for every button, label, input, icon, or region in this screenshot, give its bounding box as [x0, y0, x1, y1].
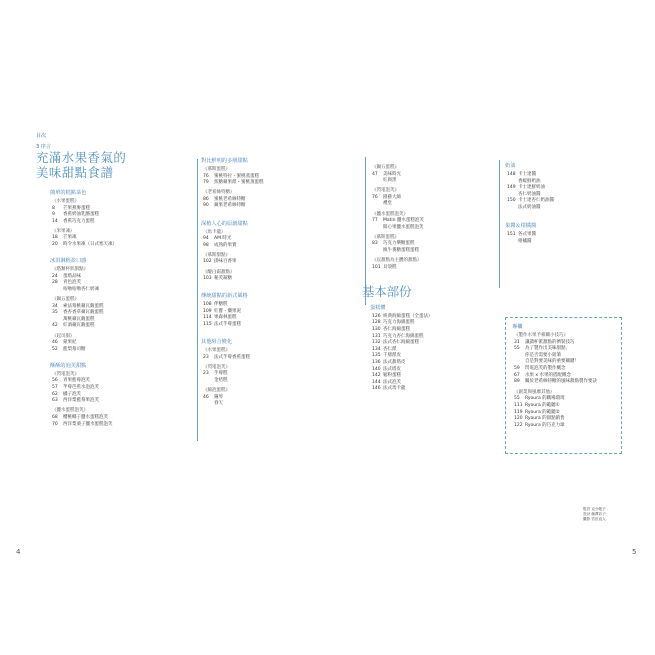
entry-title: 芋莓糕	[214, 371, 228, 377]
toc-item	[203, 259, 237, 266]
page-ref: 70	[52, 421, 58, 427]
column-feature-box	[505, 317, 622, 454]
page-ref: 144	[372, 379, 381, 385]
toc-group	[372, 314, 433, 393]
section-title: 深植人心的原創甜點	[201, 220, 248, 227]
toc-item	[514, 379, 597, 386]
page-ref: 109	[203, 308, 212, 314]
page-ref: 90	[203, 203, 209, 209]
section-title: 酥酥的泡芙甜點	[50, 362, 87, 369]
toc-category: 《水果蛋糕》	[203, 348, 230, 354]
page-ref: 120	[514, 416, 523, 422]
toc-category: 《起司甜》	[52, 333, 75, 339]
toc-group	[514, 390, 565, 430]
entry-title: 法式芋莓蛋糕	[214, 322, 241, 328]
entry-title: 法式泡芙	[383, 379, 401, 385]
entry-title: Ryoura 的範聽②	[525, 409, 560, 415]
entry-title: 各式果醬	[518, 232, 536, 238]
toc-item	[514, 366, 597, 373]
entry-title: 青色泡芙	[63, 280, 81, 286]
entry-title: 紅酒蘋瓦薩蛋糕	[63, 323, 95, 329]
section-title: 傳統甜點的新式風格	[201, 293, 248, 300]
toc-item	[372, 327, 433, 334]
toc-item	[514, 423, 565, 430]
page-ref: 98	[203, 242, 209, 248]
page-ref: 18	[52, 235, 58, 241]
entry-title: 水果 x 水果的搭配概念	[525, 372, 572, 378]
entry-title: 蒙果紀	[63, 340, 77, 346]
entry-title: 成熟的果實	[214, 242, 237, 248]
entry-title: 杏仁海綿蛋糕	[383, 327, 410, 333]
toc-group	[507, 172, 554, 212]
entry-title: 法式奶油醬	[518, 204, 541, 210]
page-ref: 23	[203, 354, 209, 360]
entry-title: 果森林蛋糕	[214, 315, 237, 321]
toc-item	[372, 225, 424, 232]
entry-title: 卡士達杏仁奶油醬	[518, 198, 554, 204]
page-ref: 24	[52, 273, 58, 279]
toc-item	[372, 265, 422, 272]
page-ref: 136	[372, 360, 381, 366]
page-ref: 134	[372, 346, 381, 352]
toc-group	[203, 190, 246, 210]
section-title-large: 基本部份	[362, 283, 412, 299]
entry-title: 咕嚕咕嚕杏仁奶凍	[63, 286, 99, 292]
toc-category: 《老希絲特糖》	[203, 190, 235, 196]
toc-group	[203, 270, 235, 283]
page-ref: 126	[372, 313, 381, 319]
entry-title: 秘芙凝糖	[214, 276, 232, 282]
entry-title: Ryoura 的範聽①	[525, 402, 560, 408]
toc-item	[203, 322, 241, 329]
toc-category: 《綿泡蛋糕》	[203, 388, 230, 394]
toc-group	[52, 297, 104, 330]
entry-title: 芒果燕麥蛋糕	[63, 205, 90, 211]
toc-item	[372, 201, 401, 208]
entry-title: 法式甜塔皮	[383, 360, 406, 366]
toc-group	[52, 372, 99, 405]
entry-title: 經典海綿蛋糕（全蛋法）	[383, 313, 433, 319]
entry-title: 蜜桃老希絲特糖	[214, 196, 246, 202]
toc-category: 《製作水果予相關小技巧》	[514, 333, 568, 338]
page-ref: 77	[372, 218, 378, 224]
toc-category: 《馬卡龍》	[203, 229, 226, 235]
toc-item	[372, 218, 424, 225]
toc-item	[52, 280, 99, 287]
page-ref: 79	[203, 180, 209, 186]
page-ref: 14	[52, 218, 58, 224]
toc-group	[507, 232, 536, 245]
toc-group	[52, 267, 99, 293]
entry-title: 法式杏仁海綿蛋糕	[383, 340, 419, 346]
entry-title: 法式塔皮	[383, 366, 401, 372]
toc-item	[507, 232, 536, 239]
toc-group	[372, 235, 419, 255]
toc-group	[52, 334, 86, 354]
toc-group	[372, 258, 422, 271]
toc-group	[52, 408, 113, 428]
page-ref: 131	[372, 333, 381, 339]
toc-group	[203, 365, 230, 385]
toc-category: 《鍋五蛋糕》	[372, 165, 399, 170]
page-ref: 150	[507, 198, 516, 204]
toc-group	[203, 388, 230, 408]
page-ref: 62	[52, 391, 58, 397]
entry-title: 鬆粉蛋糕	[383, 373, 401, 379]
entry-title: 春天	[214, 401, 223, 407]
toc-category: 《鍋五蛋糕》	[52, 297, 79, 303]
toc-item	[507, 198, 554, 205]
toc-group	[372, 165, 401, 185]
toc-group	[514, 333, 597, 386]
toc-category: 《米果凍》	[52, 228, 75, 234]
toc-item	[52, 347, 86, 354]
page-ref: 135	[372, 353, 381, 359]
title-line-1: 充滿水果香氣的	[36, 150, 127, 165]
toc-item	[52, 212, 99, 219]
page-ref: 20	[52, 242, 58, 248]
toc-item	[203, 355, 250, 362]
page-ref: 111	[514, 402, 523, 408]
toc-item	[514, 346, 597, 353]
toc-category: 《慕斯甜點》	[203, 252, 230, 258]
toc-item	[52, 242, 117, 249]
page-ref: 47	[372, 171, 378, 177]
credit-role: 設計	[583, 512, 591, 516]
toc-item	[52, 415, 113, 422]
credits	[583, 507, 606, 522]
page-ref: 94	[203, 236, 209, 242]
toc-category: 《水果蛋糕》	[52, 199, 79, 204]
toc-item	[507, 172, 554, 179]
entry-title: 杏仁派	[383, 346, 397, 352]
section-title: 其他組合變化	[201, 339, 233, 346]
section-title: 冰淇淋輕盈口感	[50, 258, 87, 265]
box-title: 專欄	[512, 324, 523, 330]
toc-item	[507, 239, 536, 246]
entry-title: 柑橘醬	[518, 238, 532, 244]
page-ref: 140	[372, 366, 381, 372]
page-ref: 114	[203, 315, 212, 321]
toc-item	[514, 396, 565, 403]
toc-category: 《創業與風靡其他》	[514, 389, 555, 395]
entry-title: 西洋梨栗子鹽水蛋糕泡芙	[63, 421, 113, 427]
entry-title: 西洋梨藍莓果泡芙	[63, 398, 99, 404]
toc-category: 《鹽水蛋糕泡芙》	[372, 211, 408, 217]
toc-item	[52, 398, 99, 405]
toc-item	[52, 287, 99, 294]
entry-title: AM 時光	[214, 236, 232, 242]
entry-title: 蘋果老希絲特糖	[214, 203, 246, 209]
toc-item	[372, 248, 419, 255]
toc-item	[52, 219, 99, 226]
toc-item	[372, 367, 433, 374]
entry-title: 芒果凍	[63, 235, 77, 241]
page-ref: 28	[52, 280, 58, 286]
section-title: 簡單的糕點菜色	[50, 190, 87, 196]
entry-title: 千層派皮	[383, 353, 401, 359]
section-title: 果醬＆柑橘醬	[505, 223, 537, 230]
entry-title: 藍梨莓司糖	[63, 346, 86, 352]
title-line-2: 美味甜點食譜	[36, 164, 114, 180]
toc-item	[507, 205, 554, 212]
toc-item	[372, 347, 433, 354]
entry-title: 讓讀杯派甜點的擠裝技巧	[525, 339, 575, 345]
entry-title: 為了製作出美味甜點，	[525, 346, 570, 352]
toc-group	[52, 229, 117, 249]
credit-role: 攝影	[583, 517, 591, 521]
entry-title: 青果藍莓泡芙	[63, 378, 90, 384]
toc-item	[203, 236, 237, 243]
page-ref: 130	[372, 327, 381, 333]
page-ref: 76	[203, 173, 209, 179]
toc-item	[52, 422, 113, 429]
toc-group	[203, 348, 250, 361]
page-ref: 149	[507, 185, 516, 191]
toc-item	[514, 416, 565, 423]
column-divider	[197, 159, 198, 441]
entry-title: 禮堂	[383, 201, 392, 207]
page-ref: 63	[52, 398, 58, 404]
page-ref: 23	[203, 371, 209, 377]
page-ref: 101	[372, 264, 381, 270]
page-ref: 128	[372, 320, 381, 326]
page-ref: 55	[514, 346, 520, 352]
toc-item	[514, 359, 597, 366]
toc-group	[372, 188, 401, 208]
entry-title: 芊莓芭蕉水泡泡芙	[63, 385, 99, 391]
page-ref: 115	[203, 322, 212, 328]
page-ref: 46	[52, 340, 58, 346]
column-divider	[499, 160, 500, 288]
toc-item	[52, 310, 104, 317]
toc-item	[203, 302, 241, 309]
entry-title: 金桔糕	[214, 378, 228, 384]
entry-title: 紅寶・藥果泥	[214, 308, 241, 314]
page-ref: 59	[514, 365, 520, 371]
page-ref: 57	[52, 385, 58, 391]
section-title: 蛋糕體	[370, 304, 386, 311]
page-ref: 8	[52, 205, 55, 211]
toc-group	[203, 167, 264, 187]
entry-title: 時令水果凍（日式寒天凍）	[63, 242, 117, 248]
toc-item	[372, 360, 433, 367]
page-ref: 83	[372, 241, 378, 247]
header-label-preface: 3 序言	[36, 144, 51, 150]
toc-category: 《慕斯蛋糕》	[372, 234, 399, 240]
entry-title: 香杏香草蘋瓦薩蛋糕	[63, 310, 104, 316]
page-ref: 146	[372, 386, 381, 392]
entry-title: 美味時光	[383, 171, 401, 177]
toc-item	[52, 340, 86, 347]
page-ref: 103	[203, 276, 212, 282]
entry-title: Ryoura 的職場環境	[525, 396, 565, 402]
entry-title: 香蕉巧克力蛋糕	[63, 218, 95, 224]
entry-title: 園藝大師	[383, 194, 401, 200]
page-ref: 68	[52, 414, 58, 420]
page-ref: 56	[52, 378, 58, 384]
credit-line	[583, 517, 606, 522]
section-title: 奶油	[505, 163, 516, 169]
credit-name: 宮田直人	[590, 517, 606, 521]
credit-name: 克分帳子	[590, 507, 606, 511]
toc-category: 《閃電泡芙》	[372, 188, 399, 194]
entry-title: 掛味百香果	[214, 259, 237, 265]
page-ref: 89	[514, 379, 520, 385]
page-ref: 132	[372, 340, 381, 346]
toc-group	[203, 230, 237, 250]
entry-title: 香蕉奶油乳酪蛋糕	[63, 212, 99, 218]
entry-title: 橘子泡芙	[63, 391, 81, 397]
credit-name: 藤澤彩子	[590, 512, 606, 516]
entry-title: 杏仁奶油醬	[518, 191, 541, 197]
toc-category: 《閃電泡芙》	[52, 371, 79, 377]
entry-title: 巧克力杏仁海綿蛋糕	[383, 333, 424, 339]
toc-item	[507, 185, 554, 192]
page-ref: 46	[203, 394, 209, 400]
entry-title: 萬桃蘋瓦薩蛋糕	[63, 316, 95, 322]
entry-title: 櫻桃椰子鹽水蛋糕泡芙	[63, 414, 108, 420]
page-ref: 9	[52, 212, 55, 218]
page-ref: 67	[514, 372, 520, 378]
toc-item	[52, 385, 99, 392]
entry-title: Matin 鹽水蛋糕泡芙	[383, 218, 424, 224]
toc-group	[372, 212, 424, 232]
header-label-contents: 目次	[36, 133, 47, 139]
page-ref: 142	[372, 373, 381, 379]
page-number-left: 4	[16, 548, 21, 556]
entry-title: 卡士達鮮奶油	[518, 185, 545, 191]
entry-title: 卡士達醬	[518, 172, 536, 177]
toc-item	[52, 323, 104, 330]
page-number-right: 5	[632, 548, 637, 556]
page-ref: 76	[372, 194, 378, 200]
page-ref: 55	[514, 396, 520, 402]
entry-title: 伴糖糕	[214, 302, 228, 308]
entry-title: Ryoura 的巧克力球	[525, 422, 565, 428]
toc-category: 《慕斯蛋糕》	[203, 167, 230, 172]
page-ref: 86	[203, 196, 209, 202]
entry-title: 貝殼糕	[383, 264, 397, 270]
entry-title: Ryoura 的甜點銷售	[525, 416, 565, 422]
entry-title: 巧克力樂糖蛋糕	[383, 241, 415, 247]
toc-group	[203, 302, 241, 328]
toc-item	[372, 178, 401, 185]
page-ref: 151	[507, 232, 516, 238]
page-ref: 35	[52, 310, 58, 316]
entry-title: 換牛番糖蛋糕蛋糕	[383, 248, 419, 254]
page-ref: 148	[507, 172, 516, 177]
toc-category: 《閃電泡芙》	[203, 364, 230, 370]
toc-category: 《醍白霜甜點》	[203, 269, 235, 275]
toc-item	[203, 203, 246, 210]
credit-role: 監設	[583, 507, 591, 511]
toc-group	[52, 199, 99, 225]
entry-title: 蛋塔品味	[63, 273, 81, 279]
entry-title: 蜜桃特拉・蜜桃蒸蛋糕	[214, 173, 259, 179]
entry-title: 閃電泡芙的製作概念	[525, 365, 566, 371]
entry-title: 鐘琴	[214, 394, 223, 400]
page-ref: 34	[52, 303, 58, 309]
toc-item	[203, 378, 230, 385]
page-ref: 52	[52, 346, 58, 352]
page-ref: 42	[52, 323, 58, 329]
toc-item	[203, 243, 237, 250]
entry-title: 紅與黑	[383, 178, 397, 184]
page-ref: 31	[514, 339, 520, 345]
toc-item	[203, 180, 264, 187]
page-ref: 122	[514, 422, 523, 428]
entry-title: 法式芋莓香蕉蛋糕	[214, 354, 250, 360]
entry-title: 香緹鮮奶油	[518, 178, 541, 184]
entry-title: 焦糖蘋果派・蜜桃蒸蛋糕	[214, 180, 264, 186]
entry-title: 開心果鹽水蛋糕泡芙	[383, 224, 424, 230]
toc-item	[372, 373, 433, 380]
section-title: 對比鮮明的多層甜點	[201, 158, 248, 164]
toc-item	[372, 340, 433, 347]
toc-item	[514, 403, 565, 410]
page-ref: 119	[514, 409, 523, 415]
entry-title: 自是對要美味的重要關鍵！	[525, 359, 579, 365]
toc-item	[203, 276, 235, 283]
toc-item	[372, 386, 433, 393]
toc-item	[203, 401, 230, 408]
entry-title: 巧克力海綿蛋糕	[383, 320, 415, 326]
page-ref: 108	[203, 302, 212, 308]
entry-title: 你是否需要小鉛筆	[525, 352, 561, 358]
toc-category: 《鹽水蛋糕泡芙》	[52, 408, 88, 414]
toc-group	[203, 253, 237, 266]
page-title	[36, 151, 126, 180]
entry-title: 關於老希絲特糖的風味甜點製作要訣	[525, 379, 597, 385]
entry-title: 索法莓桃蘋瓦薩蛋糕	[63, 303, 104, 309]
entry-title: 法式馬卡龍	[383, 386, 406, 392]
toc-category: 《以甜點為主體的甜點》	[372, 258, 422, 264]
toc-category: 《塔類杯狀甜點》	[52, 267, 88, 273]
page-ref: 102	[203, 259, 212, 265]
